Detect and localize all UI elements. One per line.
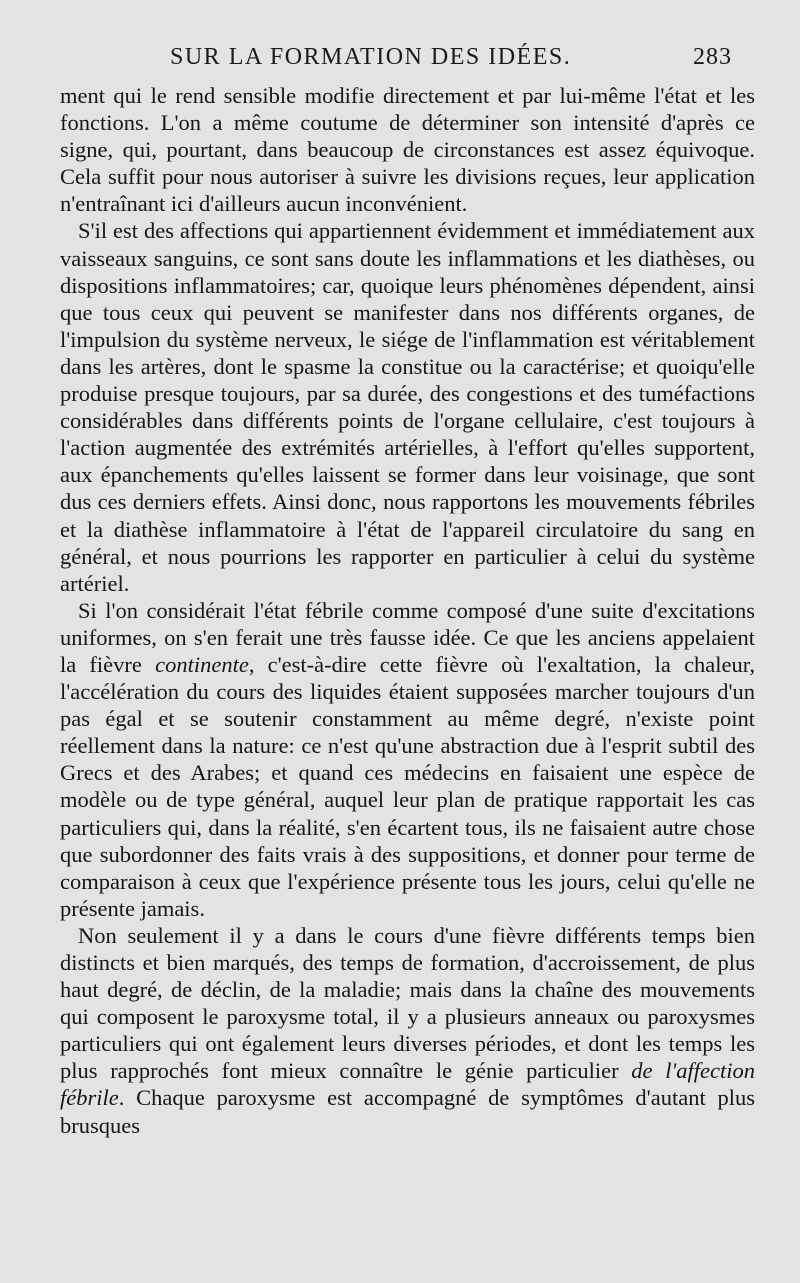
paragraph-3-text-end: , c'est-à-dire cette fièvre où l'exaltation, la chaleur, l'accélération du cours des liquides étaient supposées marcher toujours d'un pas égal et se soutenir constamment au même degré, n'existe point réellement dans la nature: ce n'est qu'une abstraction due à l'esprit subtil des Grecs et des Arabes; et quand ces médecins en faisaient une espèce de modèle ou de type général, auquel leur plan de pratique rapportait les cas particuliers qui, dans la réalité, s'en écartent tous, ils ne faisaient autre chose que subordonner des faits vrais à des suppositions, et donner pour terme de comparaison à ceux que l'expérience présente tous les jours, celui qu'elle ne présente jamais. (60, 651, 755, 921)
paragraph-4-text-end: . Chaque paroxysme est accompagné de symptômes d'autant plus brusques (60, 1085, 755, 1138)
running-title: SUR LA FORMATION DES IDÉES. (170, 44, 572, 70)
paragraph-3-text-start: Si l'on considérait l'état fébrile comme composé d'une suite d'excitations uniformes, on s'en ferait une très fausse idée. Ce que les anciens appelaient la fièvre (60, 597, 755, 677)
body-text (60, 82, 755, 1139)
italic-term-continente: continente (155, 651, 249, 677)
paragraph-2: S'il est des affections qui appartiennent évidemment et immédiatement aux vaisseaux sanguins, ce sont sans doute les inflammations et les diathèses, ou dispositions inflammatoires; car, quoique leurs phénomènes dépendent, ainsi que tous ceux qui peuvent se manifester dans nos différents organes, de l'impulsion du système nerveux, le siége de l'inflammation est véritablement dans les artères, dont le spasme la constitue ou la caractérise; et quoiqu'elle produise presque toujours, par sa durée, des congestions et des tuméfactions considérables dans différents points de l'organe cellulaire, c'est toujours à l'action augmentée des extrémités artérielles, à l'effort qu'elles supportent, aux épanchements qu'elles laissent se former dans leur voisinage, que sont dus ces derniers effets. Ainsi donc, nous rapportons les mouvements fébriles et la diathèse inflammatoire à l'état de l'appareil circulatoire du sang en général, et nous pourrions les rapporter en particulier à celui du système artériel. (60, 218, 755, 596)
page-header (60, 44, 740, 74)
italic-phrase-affection-febrile: de l'affection fébrile (60, 1058, 755, 1111)
paragraph-4-text-start: Non seulement il y a dans le cours d'une fièvre différents temps bien distincts et bien marqués, des temps de formation, d'accroissement, de plus haut degré, de déclin, de la maladie; mais dans la chaîne des mouvements qui composent le paroxysme total, il y a plusieurs anneaux ou paroxysmes particuliers qui ont également leurs diverses périodes, et dont les temps les plus rapprochés font mieux connaître le génie particulier (60, 922, 755, 1084)
paragraph-3 (60, 597, 755, 922)
paragraph-4 (60, 922, 755, 1139)
page-number: 283 (693, 44, 732, 70)
paragraph-1: ment qui le rend sensible modifie directement et par lui-même l'état et les fonctions. L'on a même coutume de déterminer son intensité d'après ce signe, qui, pourtant, dans beaucoup de circonstances est assez équivoque. Cela suffit pour nous autoriser à suivre les divisions reçues, leur application n'entraînant ici d'ailleurs aucun inconvénient. (60, 83, 755, 217)
